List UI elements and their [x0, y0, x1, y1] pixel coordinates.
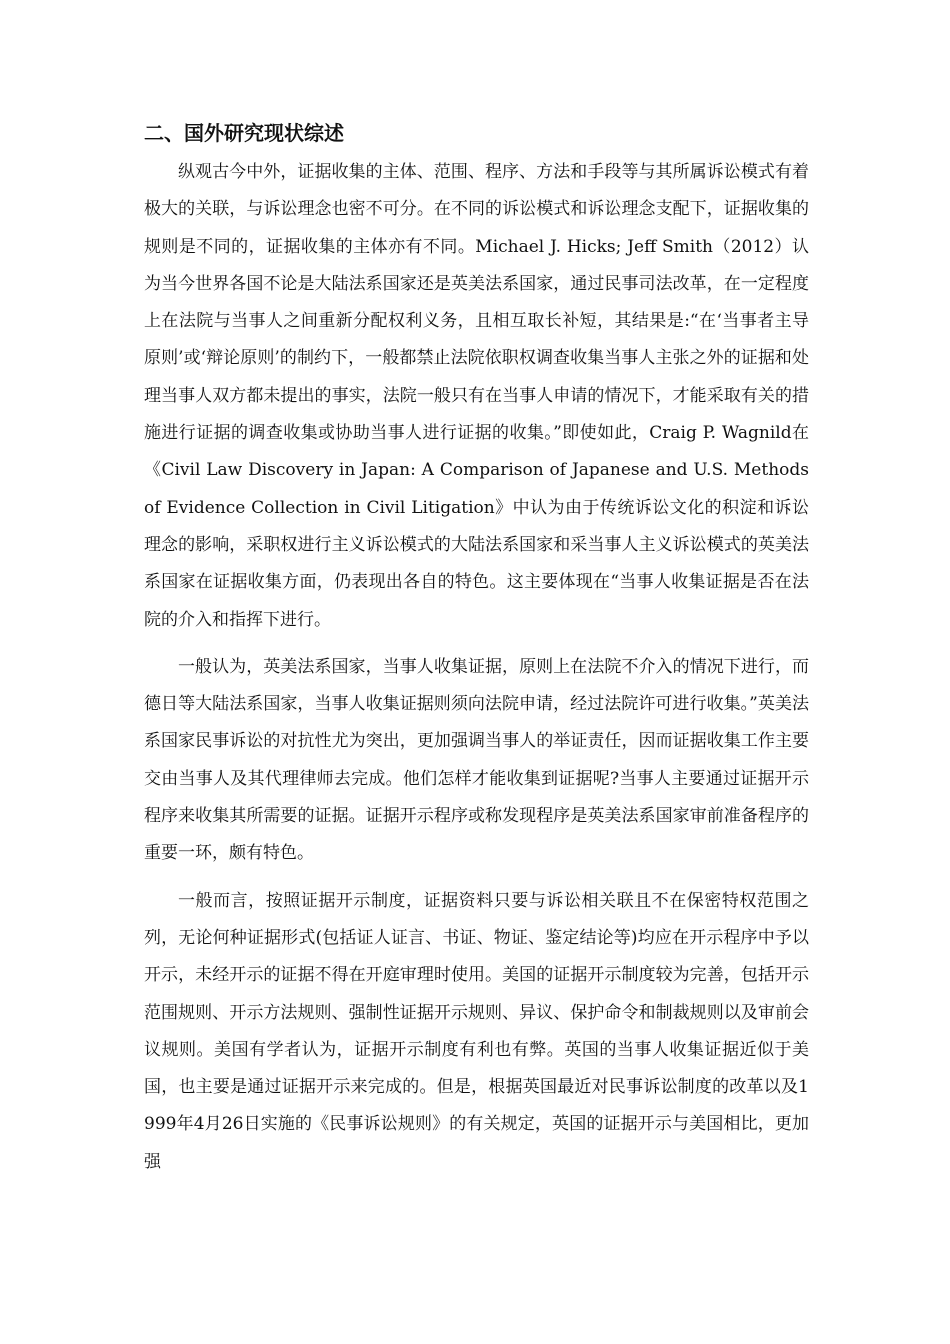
- document-page: [144, 118, 809, 1181]
- body-paragraph-3: 一般而言，按照证据开示制度，证据资料只要与诉讼相关联且不在保密特权范围之列，无论何种证据形式(包括证人证言、书证、物证、鉴定结论等)均应在开示程序中予以开示，未经开示的证据不得在开庭审理时使用。美国的证据开示制度较为完善，包括开示范围规则、开示方法规则、强制性证据开示规则、异议、保护命令和制裁规则以及审前会议规则。美国有学者认为，证据开示制度有利也有弊。英国的当事人收集证据近似于美国，也主要是通过证据开示来完成的。但是，根据英国最近对民事诉讼制度的改革以及1999年4月26日实施的《民事诉讼规则》的有关规定，英国的证据开示与美国相比，更加强: [144, 890, 809, 1172]
- body-paragraph-2: 一般认为，英美法系国家，当事人收集证据，原则上在法院不介入的情况下进行，而德日等大陆法系国家，当事人收集证据则须向法院申请，经过法院许可进行收集。”英美法系国家民事诉讼的对抗性尤为突出，更加强调当事人的举证责任，因而证据收集工作主要交由当事人及其代理律师去完成。他们怎样才能收集到证据呢?当事人主要通过证据开示程序来收集其所需要的证据。证据开示程序或称发现程序是英美法系国家审前准备程序的重要一环，颇有特色。: [144, 656, 809, 864]
- section-heading: 二、国外研究现状综述: [144, 121, 344, 145]
- body-paragraph-1: 纵观古今中外，证据收集的主体、范围、程序、方法和手段等与其所属诉讼模式有着极大的关联，与诉讼理念也密不可分。在不同的诉讼模式和诉讼理念支配下，证据收集的规则是不同的，证据收集的主体亦有不同。Michael J. Hicks; Jeff Smith（2012）认为当今世界各国不论是大陆法系国家还是英美法系国家，通过民事司法改革，在一定程度上在法院与当事人之间重新分配权利义务，且相互取长补短，其结果是:“在‘当事者主导原则’或‘辩论原则’的制约下，一般都禁止法院依职权调查收集当事人主张之外的证据和处理当事人双方都未提出的事实，法院一般只有在当事人申请的情况下，才能采取有关的措施进行证据的调查收集或协助当事人进行证据的收集。”即使如此，Craig P. Wagnild在《Civil Law Discovery in Japan: A Comparison of Japanese and U.S. Methods of Evidence Collection in Civil Litigation》中认为由于传统诉讼文化的积淀和诉讼理念的影响，采职权进行主义诉讼模式的大陆法系国家和采当事人主义诉讼模式的英美法系国家在证据收集方面，仍表现出各自的特色。这主要体现在“当事人收集证据是否在法院的介入和指挥下进行。: [144, 162, 809, 630]
